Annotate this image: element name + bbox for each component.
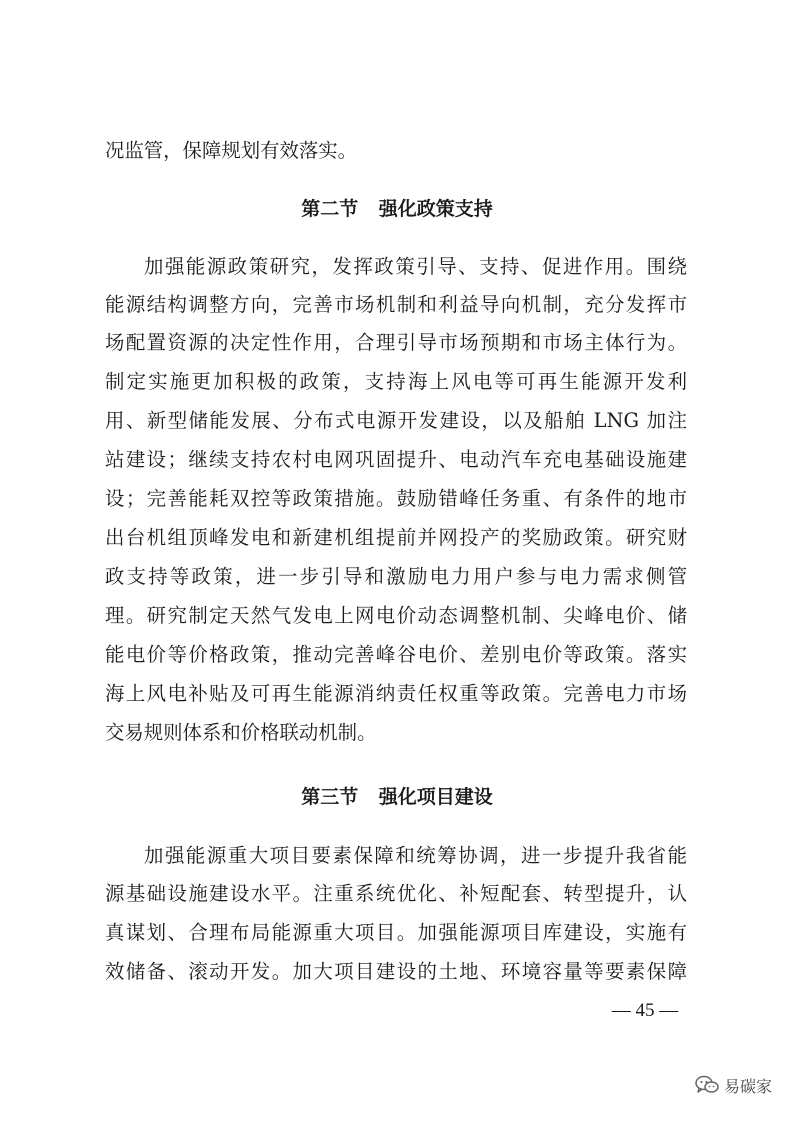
- paragraph-continuation-line: 况监管，保障规划有效落实。: [105, 139, 358, 162]
- watermark-label: 易碳家: [723, 1076, 772, 1096]
- paragraph-line: 站建设；继续支持农村电网巩固提升、电动汽车充电基础设施建: [105, 448, 687, 471]
- section-heading-project-construction: 第三节 强化项目建设: [301, 786, 493, 808]
- paragraph-line: 海上风电补贴及可再生能源消纳责任权重等政策。完善电力市场: [105, 682, 687, 705]
- section-heading-policy-support: 第二节 强化政策支持: [301, 198, 493, 220]
- paragraph-line: 政支持等政策，进一步引导和激励电力用户参与电力需求侧管: [105, 565, 687, 588]
- paragraph-line: 效储备、滚动开发。加大项目建设的土地、环境容量等要素保障: [105, 960, 687, 983]
- paragraph-line: 场配置资源的决定性作用，合理引导市场预期和市场主体行为。: [105, 331, 687, 354]
- paragraph-line: 交易规则体系和价格联动机制。: [105, 721, 377, 744]
- paragraph-line: 源基础设施建设水平。注重系统优化、补短配套、转型提升，认: [105, 882, 687, 905]
- paragraph-line: 能源结构调整方向，完善市场机制和利益导向机制，充分发挥市: [105, 293, 687, 316]
- paragraph-line: 出台机组顶峰发电和新建机组提前并网投产的奖励政策。研究财: [105, 526, 687, 549]
- page-number: — 45 —: [611, 1000, 679, 1021]
- paragraph-line: 加强能源重大项目要素保障和统筹协调，进一步提升我省能: [144, 844, 687, 867]
- wechat-icon: [695, 1075, 719, 1095]
- paragraph-line: 设；完善能耗双控等政策措施。鼓励错峰任务重、有条件的地市: [105, 487, 687, 510]
- watermark: [695, 1072, 772, 1098]
- paragraph-line: 用、新型储能发展、分布式电源开发建设，以及船舶 LNG 加注: [105, 409, 687, 432]
- paragraph-line: 制定实施更加积极的政策，支持海上风电等可再生能源开发利: [105, 370, 687, 393]
- paragraph-line: 加强能源政策研究，发挥政策引导、支持、促进作用。围绕: [144, 255, 687, 278]
- paragraph-line: 理。研究制定天然气发电上网电价动态调整机制、尖峰电价、储: [105, 604, 687, 627]
- paragraph-line: 真谋划、合理布局能源重大项目。加强能源项目库建设，实施有: [105, 921, 687, 944]
- paragraph-line: 能电价等价格政策，推动完善峰谷电价、差别电价等政策。落实: [105, 643, 687, 666]
